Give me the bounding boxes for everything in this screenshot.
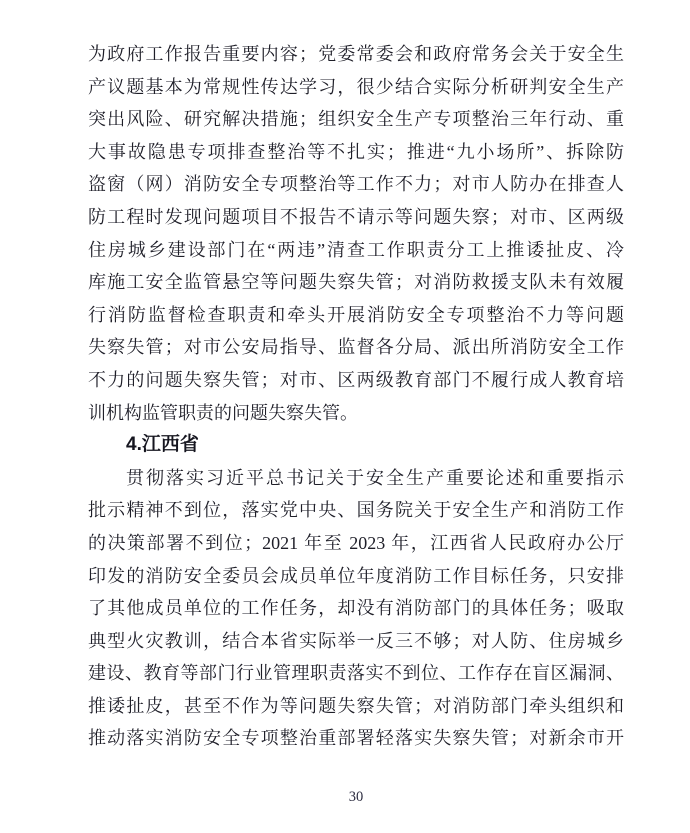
text-line: 贯彻落实习近平总书记关于安全生产重要论述和重要指示 [126,467,624,488]
text-line: 防工程时发现问题项目不报告不请示等问题失察；对市、区两级 [88,206,624,227]
text-line: 失察失管；对市公安局指导、监督各分局、派出所消防安全工作 [88,337,624,358]
text-line: 训机构监管职责的问题失察失管。 [88,402,358,423]
text-line: 行消防监督检查职责和牵头开展消防安全专项整治不力等问题 [88,304,624,325]
text-line: 不力的问题失察失管；对市、区两级教育部门不履行成人教育培 [88,369,624,390]
text-line: 的决策部署不到位；2021 年至 2023 年，江西省人民政府办公厅 [88,532,624,553]
section-heading-jiangxi: 4.江西省 [126,434,199,456]
page-body-text [88,38,624,755]
page-number: 30 [348,789,364,805]
text-line: 典型火灾教训，结合本省实际举一反三不够；对人防、住房城乡 [88,630,624,651]
text-line: 库施工安全监管悬空等问题失察失管；对消防救援支队未有效履 [88,272,624,293]
paragraph-continuation [88,38,624,429]
text-line: 推动落实消防安全专项整治重部署轻落实失察失管；对新余市开 [88,728,624,749]
text-line: 了其他成员单位的工作任务，却没有消防部门的具体任务；吸取 [88,598,624,619]
text-line: 突出风险、研究解决措施；组织安全生产专项整治三年行动、重 [88,109,624,130]
text-line: 产议题基本为常规性传达学习，很少结合实际分析研判安全生产 [88,76,624,97]
text-line: 推诿扯皮，甚至不作为等问题失察失管；对消防部门牵头组织和 [88,695,624,716]
text-line: 盗窗（网）消防安全专项整治等工作不力；对市人防办在排查人 [88,174,624,195]
text-line: 批示精神不到位，落实党中央、国务院关于安全生产和消防工作 [88,500,624,521]
text-line: 大事故隐患专项排查整治等不扎实；推进“九小场所”、拆除防 [88,141,624,162]
paragraph-jiangxi [88,462,624,755]
text-line: 建设、教育等部门行业管理职责落实不到位、工作存在盲区漏洞、 [88,663,624,684]
text-line: 印发的消防安全委员会成员单位年度消防工作目标任务，只安排 [88,565,624,586]
text-line: 住房城乡建设部门在“两违”清查工作职责分工上推诿扯皮、冷 [88,239,624,260]
text-line: 为政府工作报告重要内容；党委常委会和政府常务会关于安全生 [88,44,624,64]
